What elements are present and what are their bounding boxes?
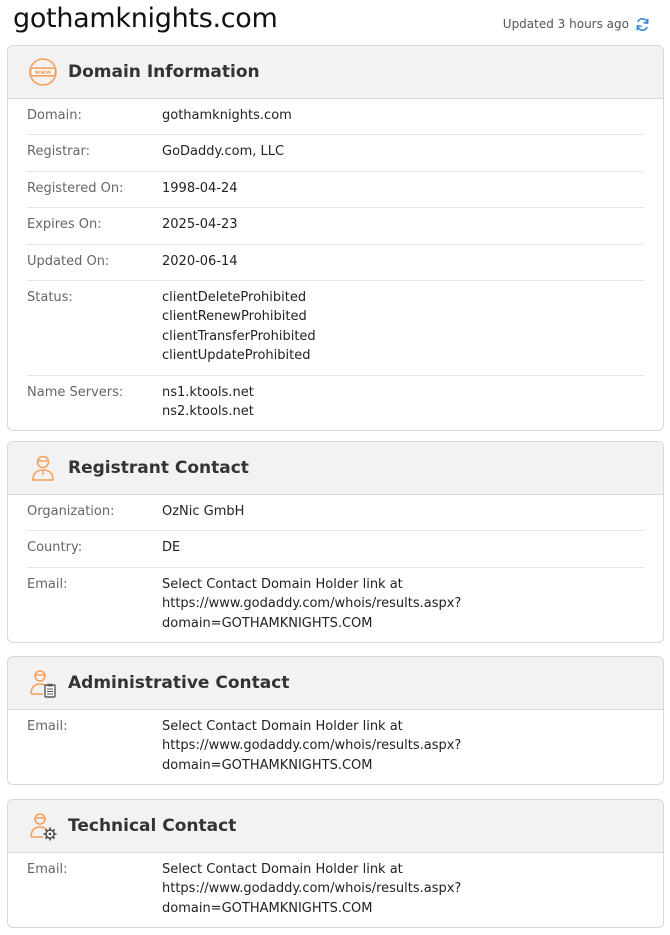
row-value-line: clientRenewProhibited bbox=[162, 309, 307, 325]
info-row bbox=[27, 208, 644, 244]
row-value bbox=[162, 106, 292, 125]
row-value bbox=[162, 252, 238, 271]
row-value bbox=[162, 383, 254, 422]
row-value-line: ns1.ktools.net bbox=[162, 384, 254, 400]
technical-contact-rows bbox=[8, 853, 663, 927]
row-label: Status: bbox=[27, 290, 73, 306]
info-row bbox=[27, 99, 644, 135]
row-value-line: Select Contact Domain Holder link at bbox=[162, 576, 403, 592]
row-value-line: clientTransferProhibited bbox=[162, 328, 316, 344]
row-value-line: https://www.godaddy.com/whois/results.aspx? bbox=[162, 738, 462, 754]
person-icon bbox=[28, 453, 58, 483]
row-value bbox=[162, 538, 180, 557]
row-value bbox=[162, 288, 316, 366]
administrative-contact-title: Administrative Contact bbox=[68, 673, 290, 693]
row-label: Registered On: bbox=[27, 180, 124, 196]
info-row bbox=[27, 531, 644, 567]
info-row bbox=[27, 281, 644, 376]
row-value bbox=[162, 215, 238, 234]
row-label: Email: bbox=[27, 576, 68, 592]
row-value-line: domain=GOTHAMKNIGHTS.COM bbox=[162, 615, 373, 631]
row-value-line: DE bbox=[162, 540, 181, 556]
row-label: Email: bbox=[27, 719, 68, 734]
row-label: Domain: bbox=[27, 108, 82, 123]
row-value-line: clientUpdateProhibited bbox=[162, 348, 311, 364]
info-row bbox=[27, 245, 644, 281]
updated-status bbox=[503, 15, 650, 33]
row-value bbox=[162, 502, 244, 521]
row-value-line: https://www.godaddy.com/whois/results.aspx? bbox=[162, 881, 462, 897]
person-clipboard-icon bbox=[28, 668, 58, 698]
row-value-line: GoDaddy.com, LLC bbox=[162, 144, 285, 160]
row-label: Country: bbox=[27, 540, 83, 556]
row-value bbox=[162, 142, 284, 161]
domain-information-rows bbox=[8, 99, 663, 430]
row-value-line: Select Contact Domain Holder link at bbox=[162, 719, 403, 734]
row-label: Expires On: bbox=[27, 217, 102, 233]
info-row bbox=[27, 495, 644, 531]
domain-information-header bbox=[8, 46, 663, 99]
refresh-icon[interactable] bbox=[635, 17, 650, 32]
row-value-line: ns2.ktools.net bbox=[162, 404, 254, 420]
row-value-line: Select Contact Domain Holder link at bbox=[162, 862, 403, 877]
row-value-line: OzNic GmbH bbox=[162, 504, 245, 519]
row-value-line: 2025-04-23 bbox=[162, 217, 238, 233]
person-gear-icon bbox=[28, 811, 58, 841]
row-label: Registrar: bbox=[27, 144, 90, 160]
technical-contact-header bbox=[8, 800, 663, 853]
info-row bbox=[27, 172, 644, 208]
administrative-contact-card bbox=[7, 656, 664, 785]
svg-text:www: www bbox=[34, 69, 52, 77]
info-row bbox=[27, 568, 644, 642]
domain-information-title: Domain Information bbox=[68, 62, 260, 82]
row-value bbox=[162, 860, 461, 918]
row-value-line: https://www.godaddy.com/whois/results.aspx? bbox=[162, 596, 462, 612]
info-row bbox=[27, 376, 644, 431]
row-value-line: 1998-04-24 bbox=[162, 180, 238, 196]
row-value-line: domain=GOTHAMKNIGHTS.COM bbox=[162, 757, 373, 773]
info-row bbox=[27, 853, 644, 927]
domain-information-card bbox=[7, 45, 664, 431]
row-value bbox=[162, 575, 461, 633]
row-value bbox=[162, 717, 461, 775]
row-value-line: clientDeleteProhibited bbox=[162, 290, 307, 306]
row-value-line: domain=GOTHAMKNIGHTS.COM bbox=[162, 900, 373, 916]
row-value-line: gothamknights.com bbox=[162, 108, 292, 123]
row-label: Updated On: bbox=[27, 253, 110, 269]
registrant-contact-header bbox=[8, 442, 663, 495]
www-icon bbox=[28, 57, 58, 87]
info-row bbox=[27, 710, 644, 784]
technical-contact-card bbox=[7, 799, 664, 928]
row-label: Name Servers: bbox=[27, 384, 124, 400]
technical-contact-title: Technical Contact bbox=[68, 816, 237, 836]
page-header bbox=[0, 0, 670, 42]
registrant-contact-title: Registrant Contact bbox=[68, 458, 249, 478]
administrative-contact-header bbox=[8, 657, 663, 710]
registrant-contact-card bbox=[7, 441, 664, 643]
updated-text: Updated 3 hours ago bbox=[502, 17, 629, 31]
row-value bbox=[162, 179, 238, 198]
registrant-contact-rows bbox=[8, 495, 663, 642]
row-label: Organization: bbox=[27, 504, 115, 519]
row-label: Email: bbox=[27, 862, 68, 877]
page-title: gothamknights.com bbox=[13, 3, 278, 34]
info-row bbox=[27, 135, 644, 171]
administrative-contact-rows bbox=[8, 710, 663, 784]
row-value-line: 2020-06-14 bbox=[162, 253, 238, 269]
